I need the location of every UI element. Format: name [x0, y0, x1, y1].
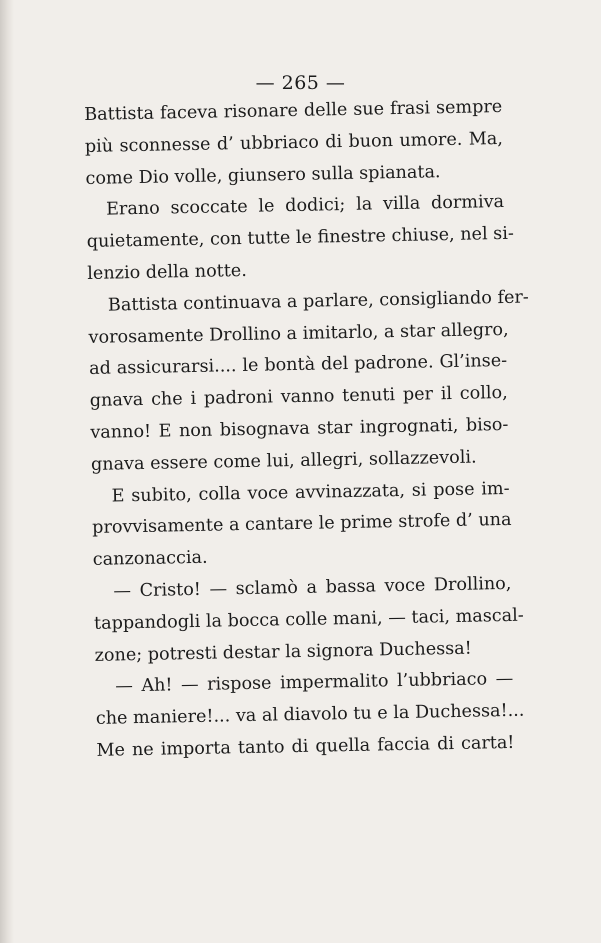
text-line: che maniere!... va al diavolo tu e la Duchessa!...	[95, 700, 525, 730]
body-text	[84, 92, 529, 768]
text-line: più sconnesse d’ ubbriaco di buon umore. Ma,	[84, 128, 504, 157]
text-line: vanno! E non bisognava star ingrognati, biso-	[90, 414, 509, 443]
text-line: canzonaccia.	[92, 547, 208, 571]
text-line: Battista faceva risonare delle sue frasi sempre	[84, 96, 503, 125]
text-line: vorosamente Drollino a imitarlo, a star allegro,	[88, 319, 509, 348]
text-line: Erano scoccate le dodici; la villa dormiva	[105, 192, 505, 220]
text-line: — Ah! — rispose impermalito l’ubbriaco —	[115, 669, 514, 697]
page-gutter-shadow	[0, 0, 14, 943]
text-line: ad assicurarsi.... le bontà del padrone. Gl’inse-	[88, 351, 508, 380]
text-line: — Cristo! — sclamò a bassa voce Drollino,	[113, 573, 512, 602]
page-number: — 265 —	[255, 72, 346, 94]
text-line: come Dio volle, giunsero sulla spianata.	[85, 161, 441, 189]
text-line: gnava che i padroni vanno tenuti per il collo,	[89, 383, 508, 412]
text-line: E subito, colla voce avvinazzata, si pose im-	[111, 478, 510, 507]
text-line: provvisamente a cantare le prime strofe d’ una	[92, 510, 512, 539]
text-line: zone; potresti destar la signora Duchessa!	[94, 638, 472, 666]
text-line: Me ne importa tanto di quella faccia di carta!	[96, 732, 515, 761]
text-line: lenzio della notte.	[87, 260, 248, 284]
text-line: tappandogli la bocca colle mani, — taci, mascal-	[93, 605, 524, 634]
text-line: quietamente, con tutte le finestre chiuse, nel si-	[86, 223, 514, 253]
text-line: gnava essere come lui, allegri, sollazzevoli.	[90, 447, 477, 475]
text-line: Battista continuava a parlare, consigliando fer-	[107, 287, 529, 316]
